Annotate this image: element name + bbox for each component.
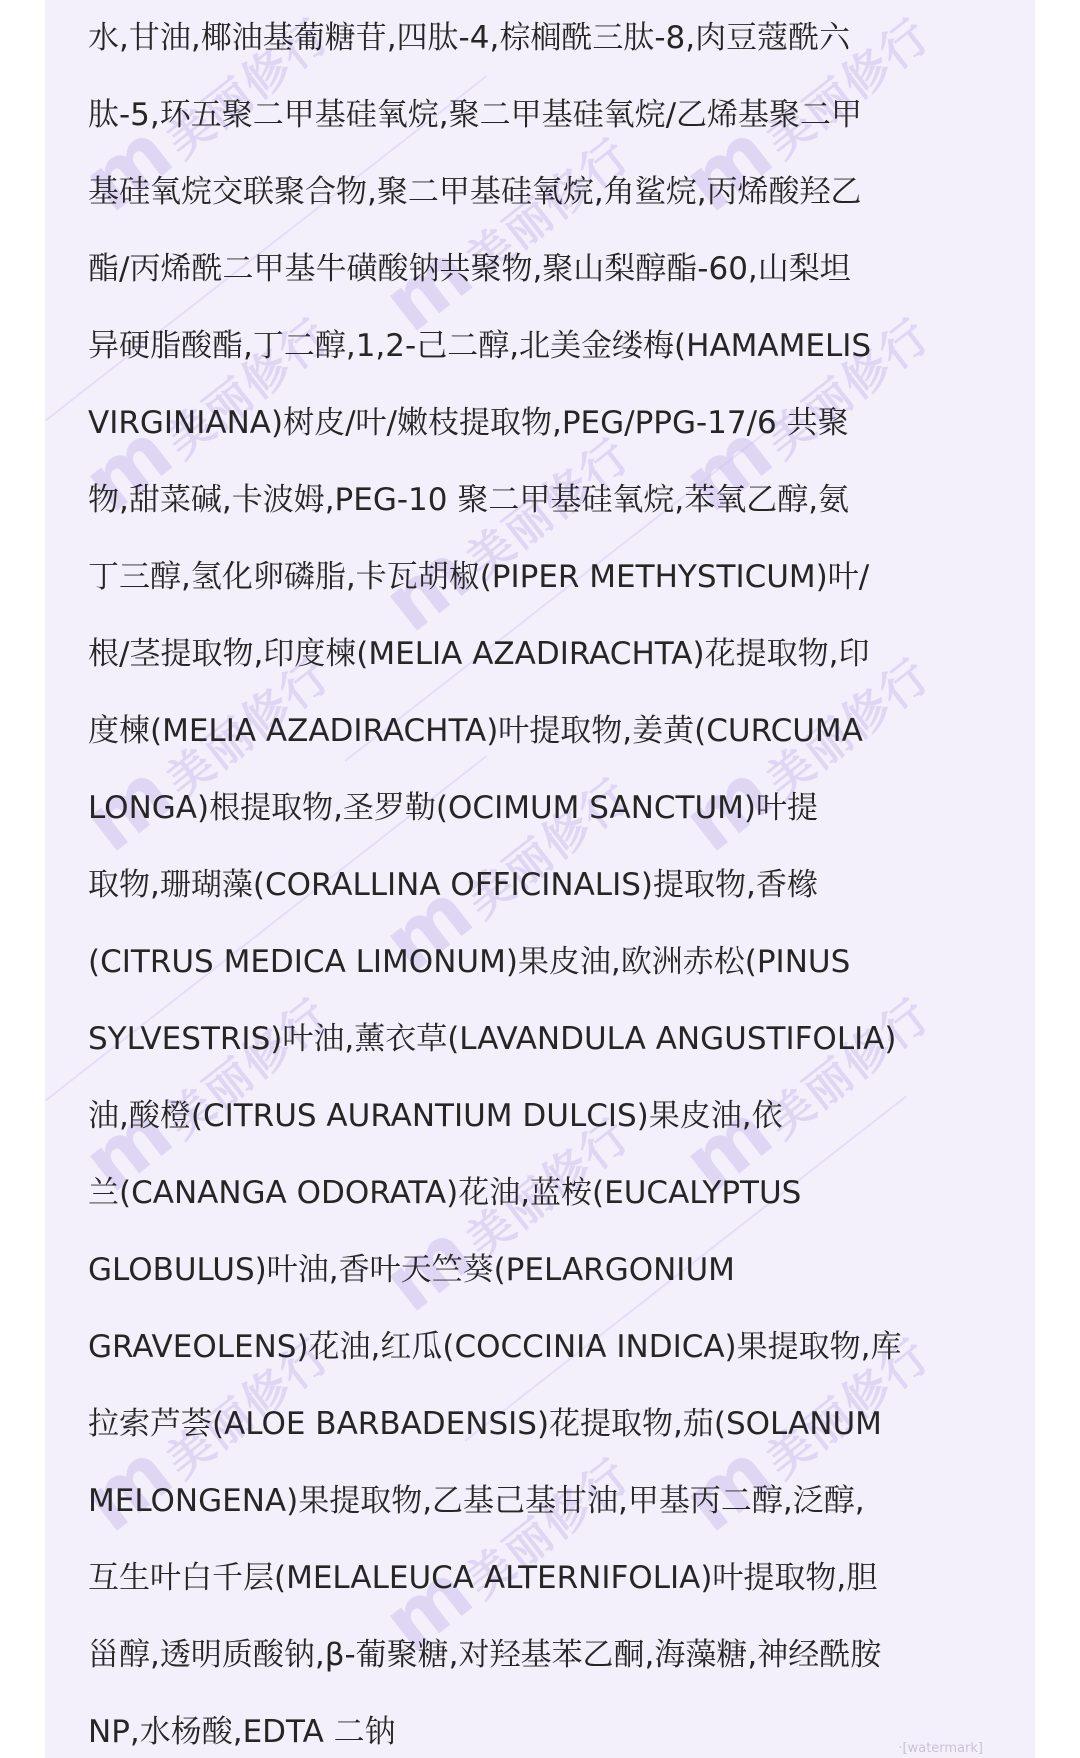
ingredient-line: 度楝(MELIA AZADIRACHTA)叶提取物,姜黄(CURCUMA: [88, 713, 863, 749]
watermark: m美丽修行: [366, 427, 641, 650]
watermark: m美丽修行: [66, 307, 341, 530]
ingredient-list: [88, 0, 1028, 1758]
ingredient-line: NP,水杨酸,EDTA 二钠: [88, 1714, 396, 1750]
ingredient-line: MELONGENA)果提取物,乙基己基甘油,甲基丙二醇,泛醇,: [88, 1483, 865, 1519]
ingredient-line: 水,甘油,椰油基葡糖苷,四肽-4,棕榈酰三肽-8,肉豆蔻酰六: [88, 20, 851, 56]
watermark: m美丽修行: [66, 1327, 341, 1550]
ingredient-line: 甾醇,透明质酸钠,β-葡聚糖,对羟基苯乙酮,海藻糖,神经酰胺: [88, 1637, 882, 1673]
watermark: m美丽修行: [66, 7, 341, 230]
watermark: m美丽修行: [366, 127, 641, 350]
watermark: m美丽修行: [366, 767, 641, 990]
ingredient-line: 丁三醇,氢化卵磷脂,卡瓦胡椒(PIPER METHYSTICUM)叶/: [88, 559, 870, 595]
ingredient-line: VIRGINIANA)树皮/叶/嫩枝提取物,PEG/PPG-17/6 共聚: [88, 405, 849, 441]
ingredient-line: LONGA)根提取物,圣罗勒(OCIMUM SANCTUM)叶提: [88, 790, 819, 826]
ingredient-line: 物,甜菜碱,卡波姆,PEG-10 聚二甲基硅氧烷,苯氧乙醇,氨: [88, 482, 850, 518]
site-watermark-text: ·[watermark]: [898, 1741, 983, 1756]
watermark: m美丽修行: [366, 1447, 641, 1670]
ingredient-line: 互生叶白千层(MELALEUCA ALTERNIFOLIA)叶提取物,胆: [88, 1560, 878, 1596]
ingredient-line: 兰(CANANGA ODORATA)花油,蓝桉(EUCALYPTUS: [88, 1175, 802, 1211]
ingredient-line: 取物,珊瑚藻(CORALLINA OFFICINALIS)提取物,香橼: [88, 867, 818, 903]
ingredient-line: 油,酸橙(CITRUS AURANTIUM DULCIS)果皮油,依: [88, 1098, 783, 1134]
watermark: m美丽修行: [666, 1327, 941, 1550]
watermark: m美丽修行: [66, 647, 341, 870]
ingredient-line: 拉索芦荟(ALOE BARBADENSIS)花提取物,茄(SOLANUM: [88, 1406, 882, 1442]
ingredient-list-screenshot: [45, 0, 1035, 1758]
ingredient-line: 肽-5,环五聚二甲基硅氧烷,聚二甲基硅氧烷/乙烯基聚二甲: [88, 97, 863, 133]
ingredient-line: GLOBULUS)叶油,香叶天竺葵(PELARGONIUM: [88, 1252, 735, 1288]
ingredient-line: SYLVESTRIS)叶油,薰衣草(LAVANDULA ANGUSTIFOLIA): [88, 1021, 897, 1057]
ingredient-line: 酯/丙烯酰二甲基牛磺酸钠共聚物,聚山梨醇酯-60,山梨坦: [88, 251, 851, 287]
watermark: m美丽修行: [666, 7, 941, 230]
watermark: m美丽修行: [366, 1107, 641, 1330]
ingredient-line: (CITRUS MEDICA LIMONUM)果皮油,欧洲赤松(PINUS: [88, 944, 851, 980]
ingredient-line: 根/茎提取物,印度楝(MELIA AZADIRACHTA)花提取物,印: [88, 636, 870, 672]
watermark: m美丽修行: [666, 647, 941, 870]
ingredient-line: GRAVEOLENS)花油,红瓜(COCCINIA INDICA)果提取物,库: [88, 1329, 902, 1365]
ingredient-line: 异硬脂酸酯,丁二醇,1,2-己二醇,北美金缕梅(HAMAMELIS: [88, 328, 872, 364]
ingredient-line: 基硅氧烷交联聚合物,聚二甲基硅氧烷,角鲨烷,丙烯酸羟乙: [88, 174, 862, 210]
watermark: m美丽修行: [666, 987, 941, 1210]
watermark: m美丽修行: [666, 307, 941, 530]
watermark: m美丽修行: [66, 987, 341, 1210]
